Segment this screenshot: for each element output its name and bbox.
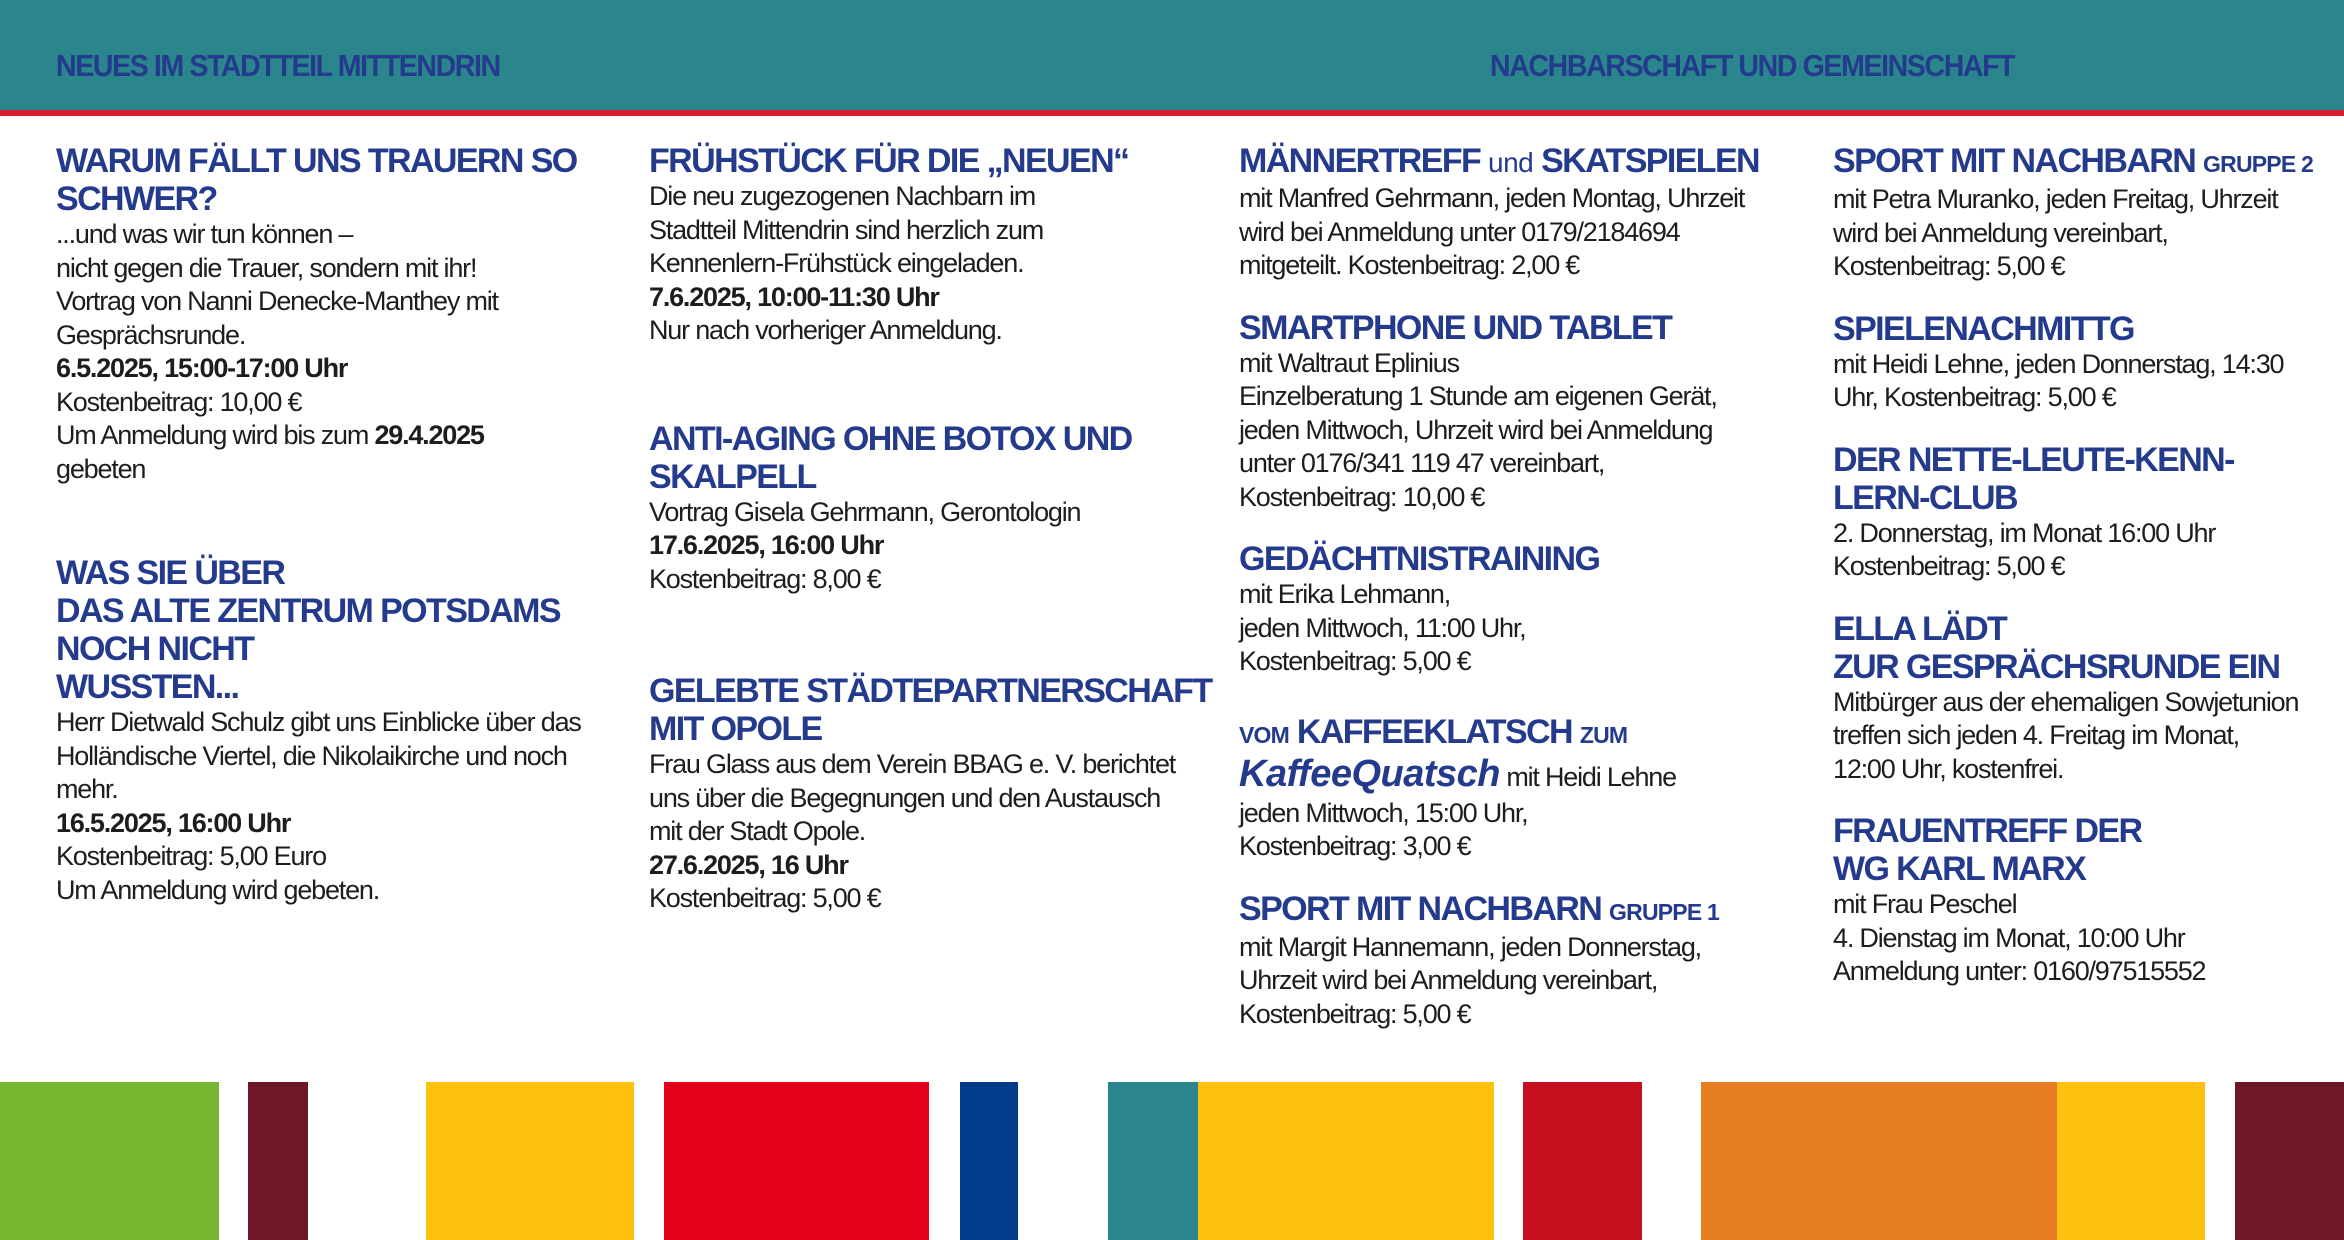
event-text: Kennenlern-Frühstück eingeladen. [649, 248, 1024, 278]
event-cost: Kostenbeitrag: 5,00 € [1833, 251, 2065, 281]
column-4 [1833, 142, 2313, 989]
event-heading: GELEBTE STÄDTEPARTNERSCHAFT MIT OPOLE [649, 672, 1212, 748]
left-section-title: NEUES IM STADTTEIL MITTENDRIN [56, 48, 500, 83]
event-text: Herr Dietwald Schulz gibt uns Einblicke über das [56, 707, 581, 737]
event-smartphone [1239, 309, 1759, 515]
event-text: gebeten [56, 453, 146, 484]
event-text: Mitbürger aus der ehemaligen Sowjetunion [1833, 686, 2299, 717]
event-text: KaffeeQuatsch mit Heidi Lehne [1239, 752, 1676, 795]
event-ella [1833, 610, 2313, 787]
event-text: Uhrzeit wird bei Anmeldung vereinbart, [1239, 965, 1658, 995]
event-cost: Kostenbeitrag: 5,00 € [649, 883, 881, 913]
event-potsdam [56, 554, 581, 907]
event-opole [649, 672, 1212, 916]
event-text: treffen sich jeden 4. Freitag im Monat, [1833, 720, 2239, 750]
event-text: jeden Mittwoch, 15:00 Uhr, [1239, 797, 1528, 828]
event-nette [1833, 441, 2313, 584]
event-text: mehr. [56, 774, 118, 804]
event-text: Stadtteil Mittendrin sind herzlich zum [649, 214, 1044, 245]
event-text: 2. Donnerstag, im Monat 16:00 Uhr [1833, 517, 2216, 548]
event-text: mitgeteilt. Kostenbeitrag: 2,00 € [1239, 250, 1580, 280]
event-heading: ANTI-AGING OHNE BOTOX UND SKALPELL [649, 419, 1132, 496]
decorative-stripe [0, 1082, 219, 1240]
event-heading: GEDÄCHTNISTRAINING [1239, 540, 1600, 578]
event-cost: Kostenbeitrag: 5,00 € [1239, 998, 1471, 1029]
event-sport1 [1239, 890, 1759, 1032]
event-text: Einzelberatung 1 Stunde am eigenen Gerät, [1239, 381, 1717, 411]
event-heading: SMARTPHONE UND TABLET [1239, 308, 1672, 347]
event-text: unter 0176/341 119 47 vereinbart, [1239, 448, 1605, 478]
event-text: ...und was wir tun können – [56, 219, 353, 249]
event-cost: Kostenbeitrag: 3,00 € [1239, 831, 1471, 861]
event-note: Um Anmeldung wird gebeten. [56, 874, 380, 905]
column-2 [649, 142, 1212, 916]
event-text: mit Erika Lehmann, [1239, 579, 1450, 609]
event-text: uns über die Begegnungen und den Austausch [649, 782, 1161, 813]
event-text: jeden Mittwoch, 11:00 Uhr, [1239, 612, 1526, 643]
event-sport2 [1833, 142, 2313, 284]
event-text: Vortrag Gisela Gehrmann, Gerontologin [649, 496, 1081, 527]
event-kaffee [1239, 713, 1759, 864]
event-heading: WARUM FÄLLT UNS TRAUERN SO SCHWER? [56, 142, 577, 218]
event-text: mit Heidi Lehne, jeden Donnerstag, 14:30 [1833, 348, 2284, 379]
event-fruehstueck [649, 142, 1212, 348]
decorative-stripe [1523, 1082, 1642, 1240]
event-text: 12:00 Uhr, kostenfrei. [1833, 753, 2064, 784]
decorative-stripe [960, 1082, 1018, 1240]
decorative-stripe [248, 1082, 308, 1240]
header-accent-line [0, 110, 2344, 116]
event-text: nicht gegen die Trauer, sondern mit ihr! [56, 252, 477, 283]
event-date: 16.5.2025, 16:00 Uhr [56, 807, 291, 838]
event-text: mit Margit Hannemann, jeden Donnerstag, [1239, 931, 1701, 962]
event-heading: VOM KAFFEEKLATSCH ZUM [1239, 712, 1628, 751]
event-cost: Uhr, Kostenbeitrag: 5,00 € [1833, 382, 2116, 412]
decorative-stripe [664, 1082, 929, 1240]
event-gedaechtnis [1239, 540, 1759, 679]
decorative-stripe [1198, 1082, 1494, 1240]
event-frauentreff [1833, 812, 2313, 989]
event-date: 6.5.2025, 15:00-17:00 Uhr [56, 353, 348, 383]
event-heading: SPORT MIT NACHBARN GRUPPE 2 [1833, 142, 2313, 180]
event-heading: SPORT MIT NACHBARN GRUPPE 1 [1239, 889, 1719, 928]
event-text: Vortrag von Nanni Denecke-Manthey mit [56, 286, 498, 316]
event-heading: MÄNNERTREFF und SKATSPIELEN [1239, 142, 1760, 180]
event-spiele [1833, 310, 2313, 415]
right-section-title: NACHBARSCHAFT UND GEMEINSCHAFT [1490, 48, 2015, 83]
event-text: Gesprächsrunde. [56, 319, 246, 350]
event-text: Frau Glass aus dem Verein BBAG e. V. berichtet [649, 749, 1176, 779]
event-cost: Kostenbeitrag: 5,00 € [1833, 551, 2065, 581]
event-heading: SPIELENACHMITTG [1833, 309, 2134, 348]
event-heading: FRAUENTREFF DER WG KARL MARX [1833, 812, 2142, 888]
decorative-stripe [1701, 1082, 2057, 1240]
event-heading: FRÜHSTÜCK FÜR DIE „NEUEN“ [649, 142, 1129, 180]
decorative-stripe [2057, 1082, 2205, 1240]
kaffeequatsch-wordmark: KaffeeQuatsch [1239, 752, 1501, 795]
event-text: wird bei Anmeldung vereinbart, [1833, 217, 2168, 248]
event-text: wird bei Anmeldung unter 0179/2184694 [1239, 216, 1680, 247]
event-date: 27.6.2025, 16 Uhr [649, 849, 848, 880]
column-3 [1239, 142, 1759, 1031]
decorative-stripe [1108, 1082, 1198, 1240]
event-text: mit Waltraut Eplinius [1239, 347, 1459, 378]
event-text: Holländische Viertel, die Nikolaikirche und noch [56, 740, 567, 771]
event-date: 7.6.2025, 10:00-11:30 Uhr [649, 281, 939, 312]
event-date: 17.6.2025, 16:00 Uhr [649, 530, 884, 560]
event-text: mit Frau Peschel [1833, 889, 2017, 919]
event-cost: Kostenbeitrag: 10,00 € [56, 386, 302, 417]
event-heading: WAS SIE ÜBER DAS ALTE ZENTRUM POTSDAMS NOCH NICHT WUSSTEN... [56, 554, 560, 706]
event-text: Die neu zugezogenen Nachbarn im [649, 181, 1036, 211]
event-cost: Kostenbeitrag: 10,00 € [1239, 481, 1485, 512]
event-heading: ELLA LÄDT ZUR GESPRÄCHSRUNDE EIN [1833, 609, 2280, 686]
event-trauern [56, 142, 581, 486]
event-cost: Kostenbeitrag: 8,00 € [649, 563, 881, 594]
event-text: mit der Stadt Opole. [649, 816, 866, 846]
event-cost: Kostenbeitrag: 5,00 Euro [56, 841, 326, 871]
event-antiaging [649, 420, 1212, 597]
event-text: mit Petra Muranko, jeden Freitag, Uhrzeit [1833, 184, 2278, 214]
decorative-stripe [2235, 1082, 2344, 1240]
event-text: mit Manfred Gehrmann, jeden Montag, Uhrzeit [1239, 183, 1745, 213]
event-heading: DER NETTE-LEUTE-KENN- LERN-CLUB [1833, 440, 2234, 517]
event-text: jeden Mittwoch, Uhrzeit wird bei Anmeldung [1239, 414, 1713, 445]
decorative-stripe [426, 1082, 634, 1240]
event-text: 4. Dienstag im Monat, 10:00 Uhr [1833, 922, 2185, 953]
event-note: Nur nach vorheriger Anmeldung. [649, 315, 1002, 345]
event-registration: Um Anmeldung wird bis zum 29.4.2025 [56, 420, 484, 450]
event-cost: Kostenbeitrag: 5,00 € [1239, 646, 1471, 676]
event-maennertreff [1239, 142, 1759, 283]
event-text: Anmeldung unter: 0160/97515552 [1833, 956, 2206, 986]
column-1 [56, 142, 581, 907]
